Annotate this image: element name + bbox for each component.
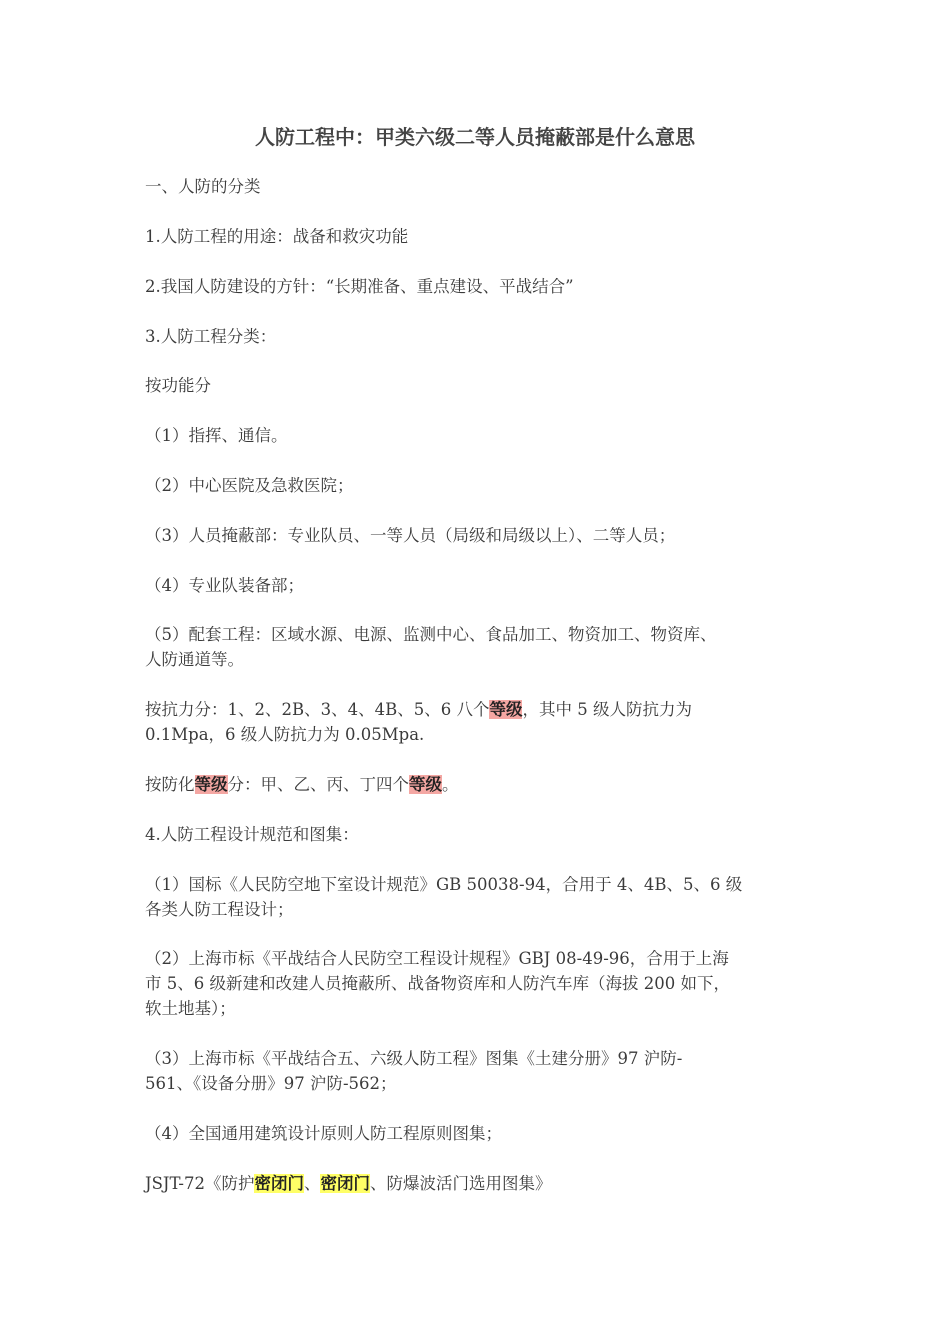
text-span: JSJT-72《防护	[145, 1174, 255, 1193]
text-line: 人防通道等。	[145, 650, 244, 669]
text-line: 市 5、6 级新建和改建人员掩蔽所、战备物资库和人防汽车库（海拔 200 如下，	[145, 974, 730, 993]
text-span: 、防爆波活门选用图集》	[369, 1174, 552, 1193]
highlight-keyword: 等级	[489, 700, 523, 719]
paragraph-standards-heading: 4.人防工程设计规范和图集：	[145, 825, 359, 844]
paragraph-jsjt-atlas	[145, 1171, 810, 1196]
list-item-supporting-works	[145, 622, 810, 672]
text-line: （2）上海市标《平战结合人民防空工程设计规程》GBJ 08-49-96，合用于上海	[145, 949, 729, 968]
text-line: （3）上海市标《平战结合五、六级人防工程》图集《土建分册》97 沪防-	[145, 1049, 683, 1068]
list-item-command: （1）指挥、通信。	[145, 426, 288, 445]
text-line: 各类人防工程设计；	[145, 900, 294, 919]
section-heading-classification: 一、人防的分类	[145, 177, 261, 196]
highlight-keyword: 等级	[194, 775, 228, 794]
text-line: 软土地基）；	[145, 999, 236, 1018]
paragraph-by-resistance	[145, 697, 810, 747]
paragraph-by-function: 按功能分	[145, 376, 211, 395]
list-item-hospital: （2）中心医院及急救医院；	[145, 476, 354, 495]
list-item-shelter: （3）人员掩蔽部：专业队员、一等人员（局级和局级以上）、二等人员；	[145, 526, 676, 545]
text-line: （5）配套工程：区域水源、电源、监测中心、食品加工、物资加工、物资库、	[145, 625, 717, 644]
list-item-shanghai-standard	[145, 946, 810, 1021]
text-span: 按抗力分：1、2、2B、3、4、4B、5、6 八个	[145, 700, 490, 719]
text-line: 561、《设备分册》97 沪防-562；	[145, 1074, 397, 1093]
paragraph-purpose: 1.人防工程的用途：战备和救灾功能	[145, 227, 409, 246]
paragraph-by-chemical	[145, 772, 810, 797]
list-item-national-atlas: （4）全国通用建筑设计原则人防工程原则图集；	[145, 1124, 502, 1143]
text-span: 。	[442, 775, 459, 794]
text-span: ，其中 5 级人防抗力为	[522, 700, 692, 719]
highlight-keyword: 密闭门	[254, 1174, 304, 1193]
text-span: 按防化	[145, 775, 195, 794]
paragraph-policy: 2.我国人防建设的方针：“长期准备、重点建设、平战结合”	[145, 277, 574, 296]
paragraph-classification-heading: 3.人防工程分类：	[145, 327, 277, 346]
highlight-keyword: 等级	[409, 775, 442, 794]
text-span: 、	[303, 1174, 321, 1193]
text-span: 分：甲、乙、丙、丁四个	[227, 775, 409, 794]
text-line: （1）国标《人民防空地下室设计规范》GB 50038-94，合用于 4、4B、5、6 级	[145, 875, 743, 894]
list-item-national-standard	[145, 872, 810, 922]
document-title: 人防工程中：甲类六级二等人员掩蔽部是什么意思	[255, 125, 695, 149]
highlight-keyword: 密闭门	[320, 1174, 370, 1193]
text-line: 0.1Mpa，6 级人防抗力为 0.05Mpa.	[145, 725, 425, 744]
list-item-equipment: （4）专业队装备部；	[145, 576, 304, 595]
text-line	[145, 697, 810, 722]
list-item-shanghai-atlas	[145, 1046, 810, 1096]
